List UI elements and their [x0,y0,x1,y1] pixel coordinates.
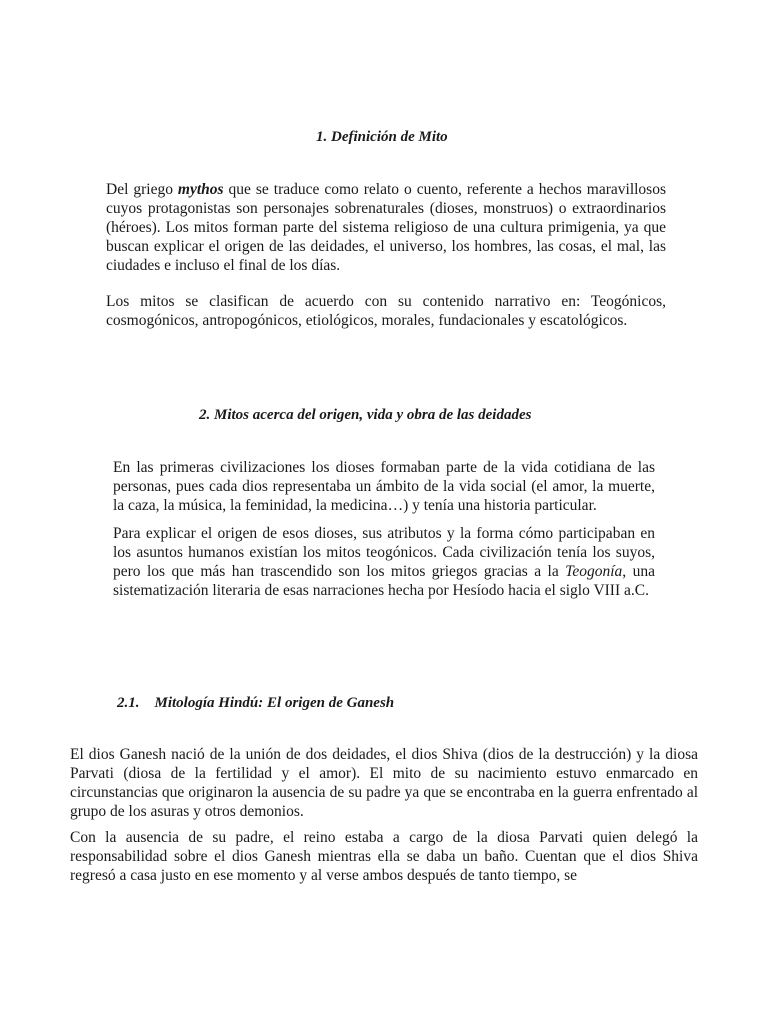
paragraph-text: Del griego [106,181,178,198]
paragraph-text: , una sistematización literaria de esas narraciones hecha por Hesíodo hacia el siglo VIII a.C. [113,563,655,599]
section-2-paragraph-2 [113,524,655,600]
section-2-1-body [70,745,698,885]
section-2-1-heading: 2.1. Mitología Hindú: El origen de Ganesh [117,695,395,711]
section-1-paragraph-2: Los mitos se clasifican de acuerdo con su contenido narrativo en: Teogónicos, cosmogónicos, antropogónicos, etiológicos, morales, fundacionales y escatológicos. [106,293,666,329]
paragraph-text: que se traduce como relato o cuento, referente a hechos maravillosos cuyos protagonistas son personajes sobrenaturales (dioses, monstruos) o extraordinarios (héroes). Los mitos forman parte del sistema religioso de una cultura primigenia, ya que buscan explicar el origen de las deidades, el universo, los hombres, las cosas, el mal, las ciudades e incluso el final de los días. [106,181,666,274]
section-2-paragraph-1: En las primeras civilizaciones los dioses formaban parte de la vida cotidiana de las personas, pues cada dios representaba un ámbito de la vida social (el amor, la muerte, la caza, la música, la feminidad, la medicina…) y tenía una historia particular. [113,459,655,514]
section-2-1-paragraph-1: El dios Ganesh nació de la unión de dos deidades, el dios Shiva (dios de la destrucción) y la diosa Parvati (diosa de la fertilidad y el amor). El mito de su nacimiento estuvo enmarcado en circunstancias que originaron la ausencia de su padre ya que se encontraba en la guerra enfrentado al grupo de los asuras y otros demonios. [70,746,698,820]
section-1-body [106,180,666,330]
paragraph-text: Para explicar el origen de esos dioses, sus atributos y la forma cómo participaban en los asuntos humanos existían los mitos teogónicos. Cada civilización tenía los suyos, pero los que más han trascendido son los mitos griegos gracias a la [113,525,655,580]
section-1-heading: 1. Definición de Mito [316,129,448,145]
term-mythos: mythos [177,181,224,198]
section-2-1-paragraph-2: Con la ausencia de su padre, el reino estaba a cargo de la diosa Parvati quien delegó la responsabilidad sobre el dios Ganesh mientras ella se daba un baño. Cuentan que el dios Shiva regresó a casa justo en ese momento y al verse ambos después de tanto tiempo, se [70,829,698,884]
section-1-paragraph-1 [106,180,666,275]
section-2-body [113,458,655,600]
section-2-heading: 2. Mitos acerca del origen, vida y obra de las deidades [199,407,532,423]
term-teogonia: Teogonía [565,563,623,580]
